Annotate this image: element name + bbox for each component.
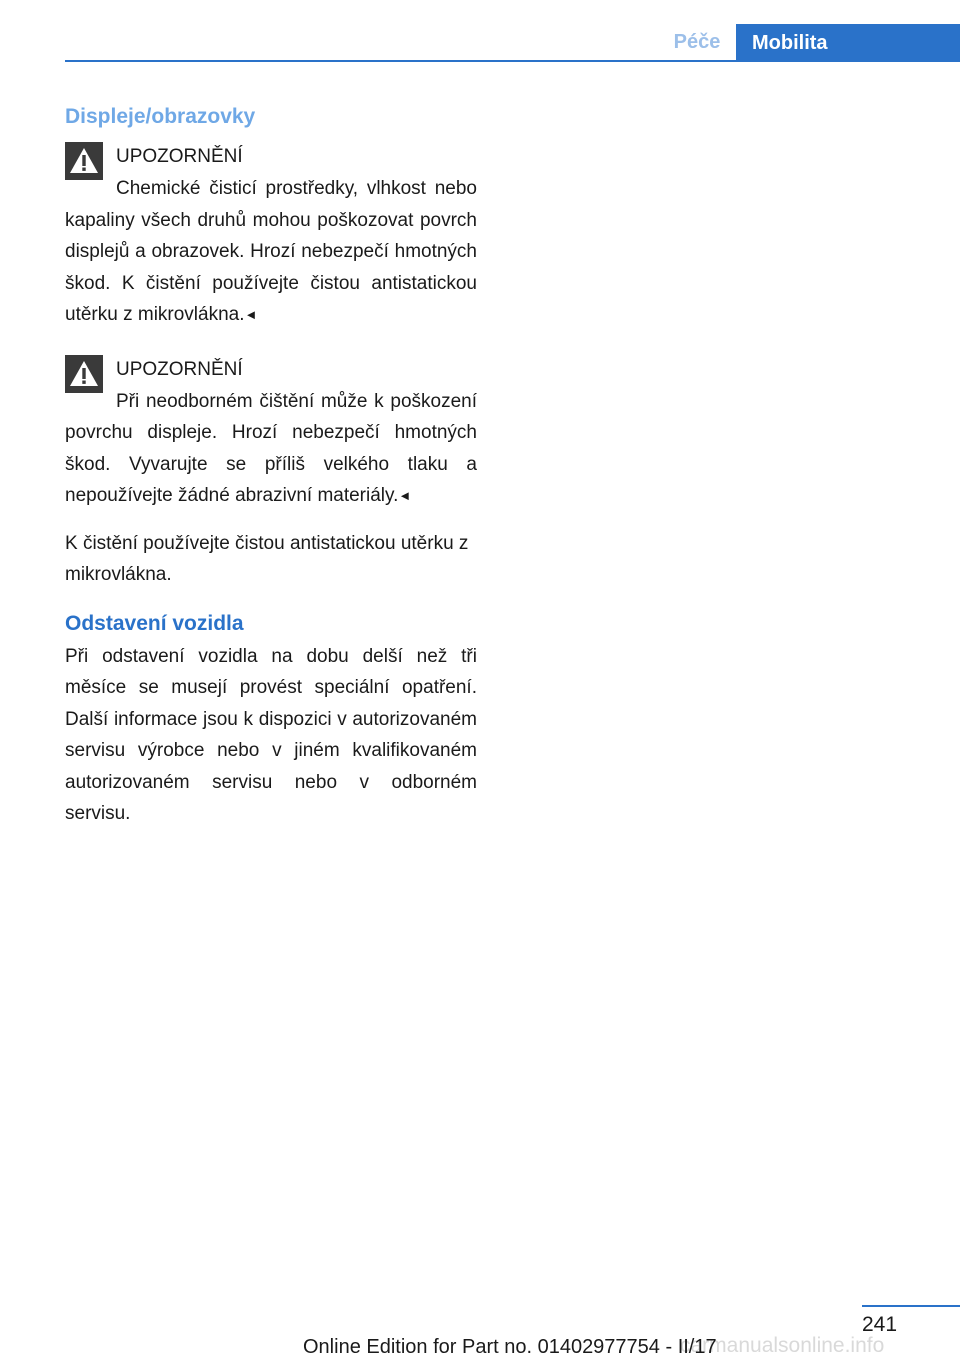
end-mark: ◄ — [398, 488, 412, 503]
content-column — [65, 100, 477, 830]
warning-body — [65, 386, 477, 512]
watermark: carmanualsonline.info — [680, 1334, 885, 1357]
warning-title: UPOZORNĚNÍ — [116, 358, 243, 380]
warning-block-2 — [65, 353, 477, 512]
warning-triangle-icon — [65, 142, 103, 180]
warning-triangle-icon — [65, 355, 103, 393]
warning-body — [65, 173, 477, 331]
warning-body-text: Chemické čisticí prostředky, vlhkost nebo kapaliny všech druhů mohou poškozovat povrch displejů a obrazovek. Hrozí nebezpečí hmotných škod. K čistění používejte čistou antistatickou utěrku z mikrovlákna. — [65, 178, 477, 325]
page-number: 241 — [862, 1313, 898, 1336]
parking-heading: Odstavení vozidla — [65, 611, 244, 635]
end-mark: ◄ — [244, 307, 258, 322]
tab-mobilita[interactable]: Mobilita — [736, 24, 960, 62]
warning-block-1 — [65, 140, 477, 331]
displays-heading: Displeje/obrazovky — [65, 105, 256, 128]
edition-line: Online Edition for Part no. 01402977754 - II/17 — [303, 1336, 717, 1358]
header-rule — [65, 60, 960, 62]
warning-title: UPOZORNĚNÍ — [116, 146, 243, 167]
warning-body-text: Při neodborném čištění může k poškození povrchu displeje. Hrozí nebezpečí hmotných škod. Vyvarujte se příliš velkého tlaku a nepoužívejte žádné abrazivní materiály. — [65, 390, 477, 506]
tab-pece[interactable]: Péče — [673, 30, 721, 53]
footer-rule — [862, 1305, 960, 1307]
parking-paragraph: Při odstavení vozidla na dobu delší než tři měsíce se musejí provést speciální opatření. Další informace jsou k dispozici v autorizovaném servisu výrobce nebo v jiném kvalifikovaném autorizovaném servisu nebo v odborném servisu. — [65, 645, 477, 824]
cleaning-paragraph: K čistění používejte čistou antistatickou utěrku z mikrovlákna. — [65, 532, 469, 585]
